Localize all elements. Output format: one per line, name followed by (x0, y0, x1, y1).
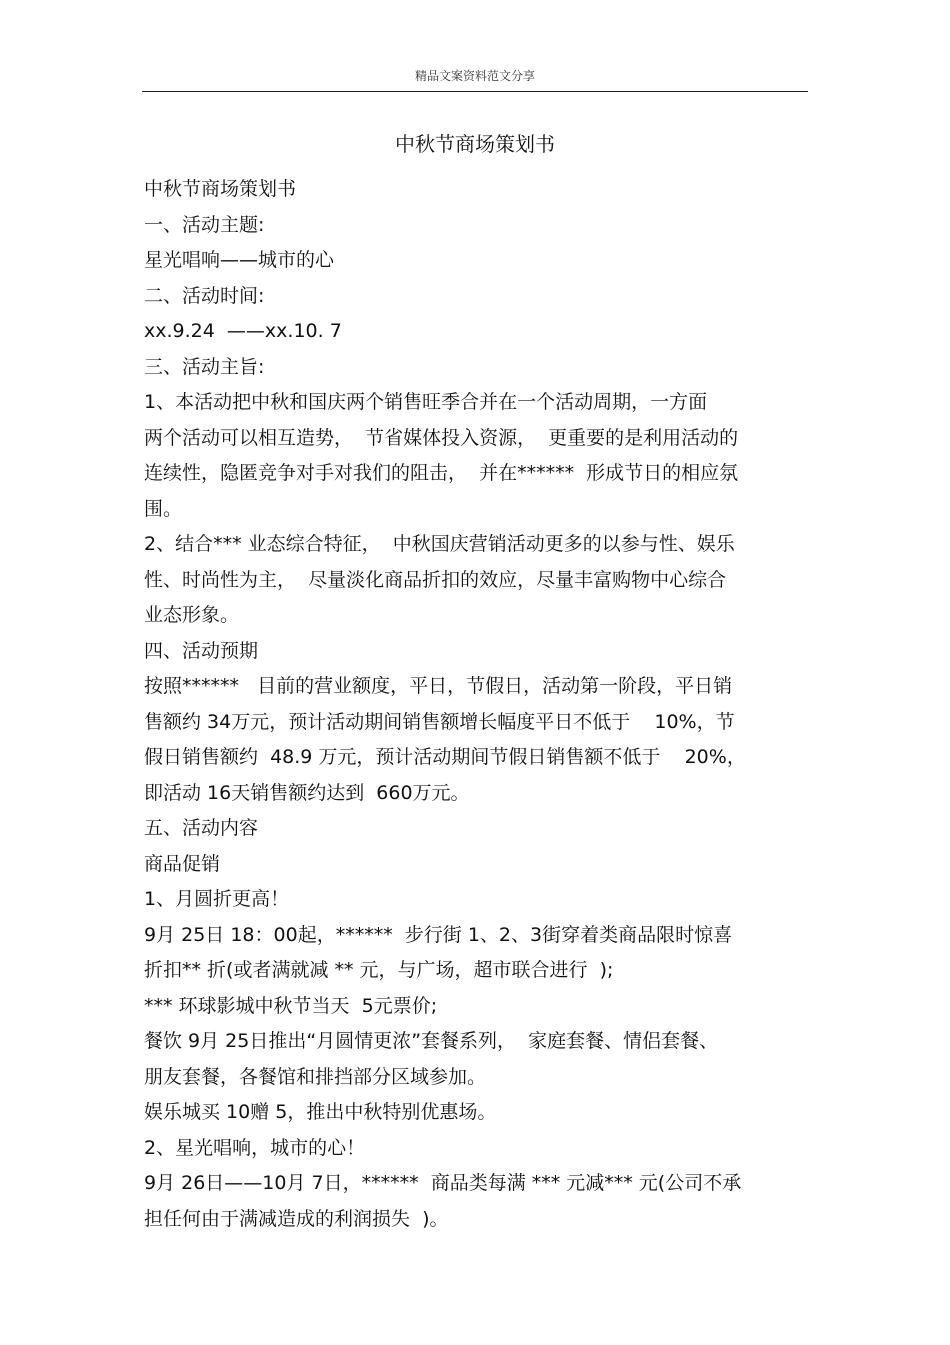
body-line: 餐饮 9月 25日推出“月圆情更浓”套餐系列， 家庭套餐、情侣套餐、 (144, 1030, 719, 1052)
body-line: 中秋节商场策划书 (144, 178, 297, 200)
body-line: 一、活动主题: (144, 213, 265, 236)
body-line: 四、活动预期 (144, 639, 259, 662)
body-line: 担任何由于满减造成的利润损失 )。 (144, 1207, 449, 1230)
body-line: 即活动 16天销售额约达到 660万元。 (144, 781, 470, 804)
body-line: 折扣** 折(或者满就减 ** 元，与广场，超市联合进行 ); (144, 959, 614, 981)
body-line: 三、活动主旨: (144, 355, 265, 378)
body-line: 商品促销 (144, 852, 221, 875)
body-line: 按照****** 目前的营业额度，平日，节假日，活动第一阶段，平日销 (144, 675, 733, 697)
body-line: 性、时尚性为主， 尽量淡化商品折扣的效应，尽量丰富购物中心综合 (144, 568, 727, 591)
body-line: 2、星光唱响，城市的心！ (144, 1136, 366, 1159)
body-line: 业态形象。 (144, 604, 240, 626)
body-line: 1、月圆折更高！ (144, 888, 290, 910)
body-line: xx.9.24 ——xx.10. 7 (144, 320, 342, 342)
body-line: 两个活动可以相互造势， 节省媒体投入资源， 更重要的是利用活动的 (144, 426, 739, 449)
body-line: 1、本活动把中秋和国庆两个销售旺季合并在一个活动周期，一方面 (144, 391, 708, 413)
body-line: 娱乐城买 10赠 5，推出中秋特别优惠场。 (144, 1101, 497, 1123)
header-divider (142, 91, 808, 92)
body-line: 售额约 34万元，预计活动期间销售额增长幅度平日不低于 10%，节 (144, 710, 735, 733)
body-line: 连续性，隐匿竞争对手对我们的阻击， 并在****** 形成节日的相应氛 (144, 462, 739, 484)
document-title: 中秋节商场策划书 (395, 132, 555, 156)
body-line: 五、活动内容 (144, 817, 259, 839)
body-line: 围。 (144, 497, 183, 520)
body-line: 星光唱响——城市的心 (144, 249, 335, 271)
body-line: 9月 26日——10月 7日，****** 商品类每满 *** 元减*** 元(公司不承 (144, 1172, 742, 1194)
body-line: 朋友套餐，各餐馆和排挡部分区域参加。 (144, 1065, 487, 1088)
document-body (144, 172, 810, 1237)
body-line: 二、活动时间: (144, 284, 265, 307)
page-header-text: 精品文案资料范文分享 (414, 69, 535, 83)
body-line: *** 环球影城中秋节当天 5元票价; (144, 994, 438, 1017)
body-line: 9月 25日 18：00起，****** 步行街 1、2、3街穿着类商品限时惊喜 (144, 923, 733, 946)
body-line: 假日销售额约 48.9 万元，预计活动期间节假日销售额不低于 20%， (144, 746, 746, 768)
body-line: 2、结合*** 业态综合特征， 中秋国庆营销活动更多的以参与性、娱乐 (144, 533, 735, 555)
